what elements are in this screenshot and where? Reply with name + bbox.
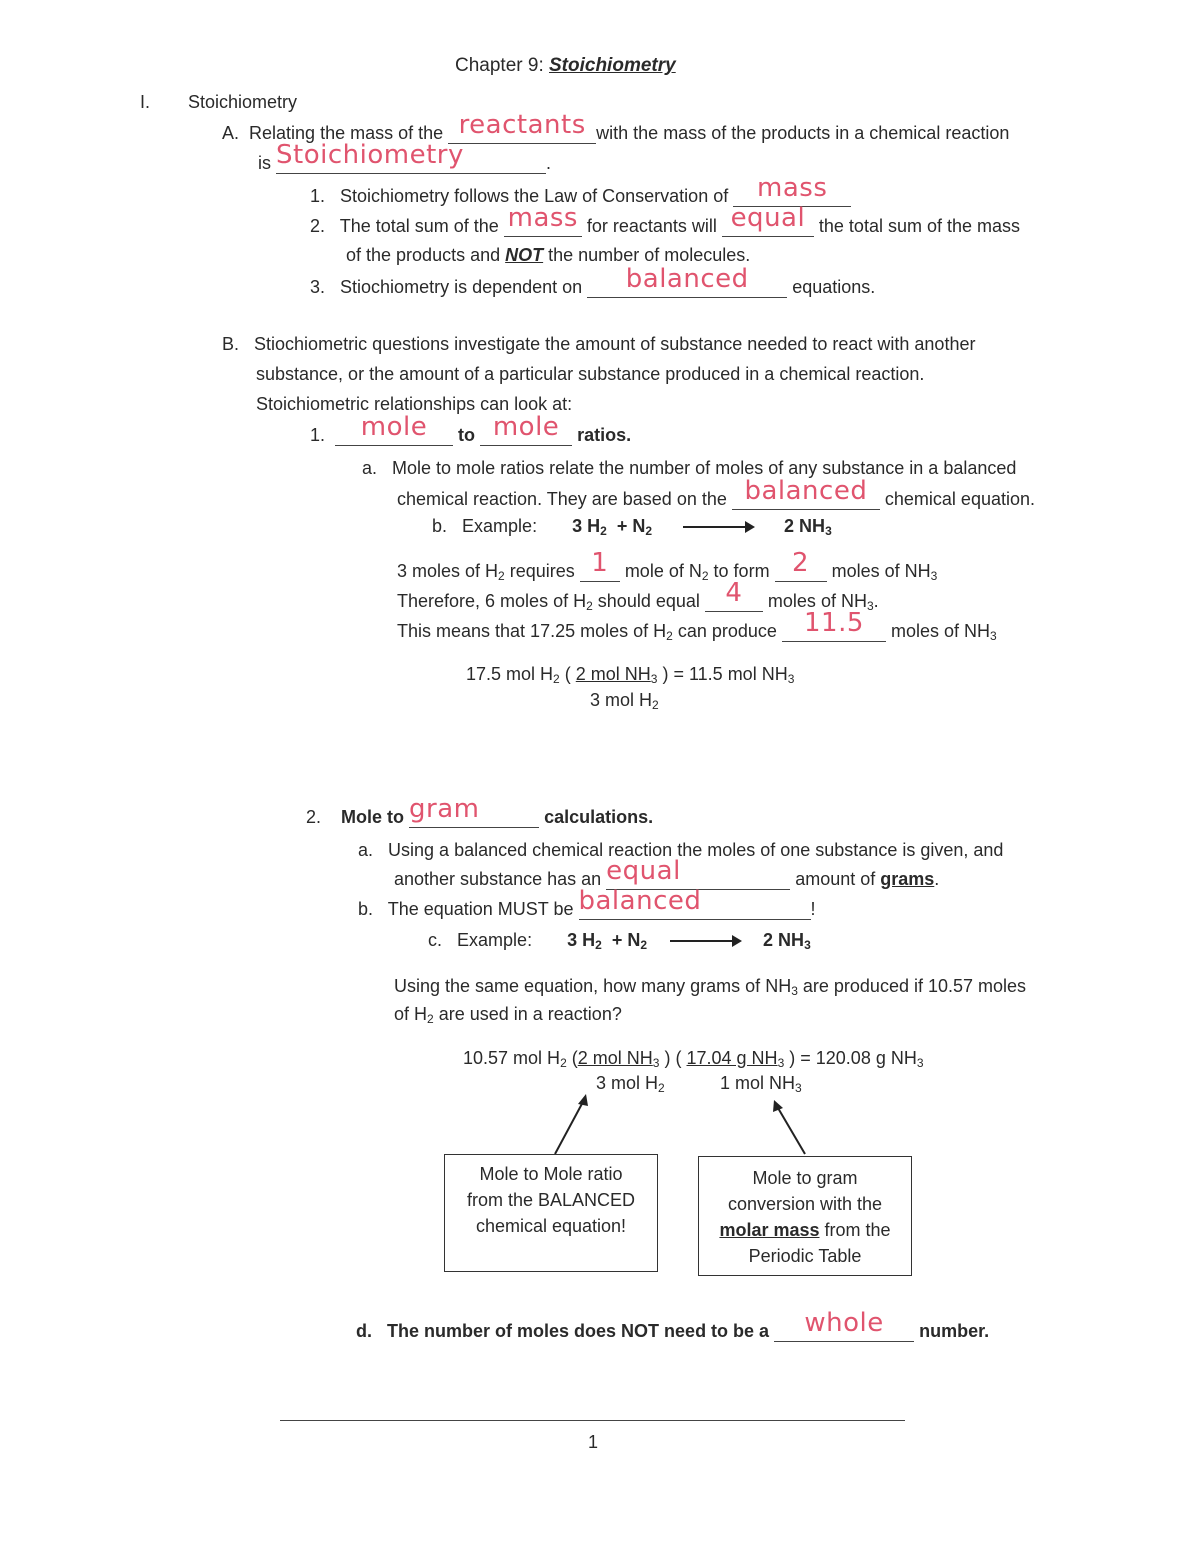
sub: 3 xyxy=(825,524,832,538)
b2-question-line1 xyxy=(394,976,1026,998)
text: is xyxy=(258,153,271,173)
label: c. xyxy=(428,930,443,950)
text: equations. xyxy=(792,277,876,297)
text: . xyxy=(546,153,552,173)
text: of H xyxy=(394,1004,428,1024)
sub: 2 xyxy=(427,1012,434,1026)
text: Example: xyxy=(462,516,538,536)
sub: 2 xyxy=(560,1056,567,1070)
b1a-line2 xyxy=(397,476,1035,510)
text: to form xyxy=(713,561,770,581)
text: Stoichiometry follows the Law of Conservation of xyxy=(340,186,729,206)
footer-rule xyxy=(280,1420,905,1421)
sub: 2 xyxy=(645,524,653,538)
label: B. xyxy=(222,334,240,354)
b-item-2 xyxy=(306,794,654,828)
chapter-prefix: Chapter 9: xyxy=(455,55,549,76)
text: the number of molecules. xyxy=(548,245,751,265)
text: 2 mol NH xyxy=(577,1048,653,1068)
handwritten-answer: gram xyxy=(409,794,480,824)
text: the total sum of the mass xyxy=(818,216,1020,236)
handwritten-answer: balanced xyxy=(744,476,868,506)
text: The equation MUST be xyxy=(387,899,574,919)
text: Using a balanced chemical reaction the moles of one substance is given, and xyxy=(388,840,1004,860)
text: moles of NH xyxy=(831,561,931,581)
a-item-2-cont xyxy=(346,245,750,266)
text: another substance has an xyxy=(394,869,602,889)
sub: 3 xyxy=(866,599,874,613)
sub: 2 xyxy=(666,629,673,643)
b2d-line xyxy=(356,1308,990,1342)
handwritten-answer: 11.5 xyxy=(803,608,864,638)
answer-blank xyxy=(409,794,539,828)
arrowhead-icon xyxy=(578,1094,588,1106)
text: are produced if 10.57 moles xyxy=(802,976,1027,996)
text: 3 moles of H xyxy=(397,561,499,581)
equation xyxy=(572,516,652,536)
answer-blank xyxy=(276,140,546,174)
b-item-1 xyxy=(310,412,632,446)
text: ) ( xyxy=(664,1048,682,1068)
text: 2 mol NH xyxy=(575,664,651,684)
text: Mole to gram xyxy=(752,1168,858,1188)
numerator xyxy=(687,1048,785,1068)
text: chemical equation. xyxy=(884,489,1035,509)
text: + N xyxy=(616,516,646,536)
section-numeral: I. xyxy=(140,92,151,112)
b2c-example xyxy=(428,930,811,952)
text: can produce xyxy=(677,621,777,641)
text: 3 mol H xyxy=(590,690,653,710)
b1a-line1 xyxy=(362,458,1016,479)
answer-blank xyxy=(774,1308,914,1342)
text: from the xyxy=(824,1220,891,1240)
label: a. xyxy=(362,458,378,478)
text: 17.04 g NH xyxy=(686,1048,778,1068)
text: Stiochiometry is dependent on xyxy=(340,277,583,297)
item-b-line2: substance, or the amount of a particular substance produced in a chemical reaction. xyxy=(256,364,925,384)
label: a. xyxy=(358,840,374,860)
emphasis: NOT xyxy=(505,245,544,265)
sub: 2 xyxy=(640,938,648,952)
handwritten-answer: Stoichiometry xyxy=(276,140,464,170)
product xyxy=(763,930,811,950)
handwritten-answer: mole xyxy=(492,412,560,442)
text: The number of moles does NOT need to be a xyxy=(387,1321,770,1341)
text: 2 NH xyxy=(763,930,805,950)
text: Periodic Table xyxy=(748,1246,862,1266)
text: should equal xyxy=(597,591,700,611)
text: Stiochiometric questions investigate the amount of substance needed to react with another xyxy=(254,334,976,354)
sub: 2 xyxy=(652,698,659,712)
text: 3 H xyxy=(572,516,601,536)
text: 2 NH xyxy=(784,516,826,536)
text: Mole to xyxy=(341,807,405,827)
item-b-line1 xyxy=(222,334,975,355)
reaction-arrow-icon xyxy=(670,940,740,942)
text: . xyxy=(934,869,940,889)
text: moles of NH xyxy=(890,621,990,641)
text: chemical reaction. They are based on the xyxy=(397,489,727,509)
text: for reactants will xyxy=(586,216,717,236)
answer-blank xyxy=(504,203,582,237)
text: Relating the mass of the xyxy=(249,123,444,143)
explanation-box-molar-mass xyxy=(698,1156,912,1276)
b1b-example xyxy=(432,516,832,538)
handwritten-answer: mole xyxy=(360,412,428,442)
handwritten-answer: balanced xyxy=(625,264,749,294)
text: 3 mol H xyxy=(596,1073,659,1093)
page-number: 1 xyxy=(588,1432,599,1452)
item-a-line2 xyxy=(258,140,552,174)
text: . xyxy=(873,591,879,611)
label: A. xyxy=(222,123,240,143)
sub: 2 xyxy=(498,569,505,583)
text: 10.57 mol H xyxy=(463,1048,561,1068)
sub: 2 xyxy=(701,569,709,583)
sub: 3 xyxy=(777,1056,785,1070)
answer-blank xyxy=(782,608,886,642)
sub: 2 xyxy=(553,672,560,686)
num: 1. xyxy=(310,425,326,445)
handwritten-answer: reactants xyxy=(458,110,586,140)
num: 3. xyxy=(310,277,326,297)
product xyxy=(784,516,832,536)
sub: 2 xyxy=(586,599,593,613)
handwritten-answer: mass xyxy=(507,203,578,233)
handwritten-answer: equal xyxy=(730,203,806,233)
b2b-line xyxy=(358,886,816,920)
handwritten-answer: mass xyxy=(757,173,828,203)
label: d. xyxy=(356,1321,372,1341)
label: b. xyxy=(432,516,448,536)
text: to xyxy=(458,425,476,445)
text: Example: xyxy=(457,930,533,950)
equation xyxy=(567,930,647,950)
page-title xyxy=(455,55,676,77)
text: amount of xyxy=(795,869,876,889)
handwritten-answer: 2 xyxy=(792,548,810,578)
b2-question-line2 xyxy=(394,1004,622,1026)
b2-calculation xyxy=(463,1048,924,1070)
text: ! xyxy=(810,899,816,919)
pointer-arrows xyxy=(540,1090,830,1160)
pointer-arrow-left xyxy=(555,1100,584,1154)
b1-calculation xyxy=(466,664,794,686)
text: 1 mol NH xyxy=(720,1073,796,1093)
num: 2. xyxy=(310,216,326,236)
text: moles of NH xyxy=(767,591,867,611)
sub: 3 xyxy=(650,672,658,686)
text: ( xyxy=(564,664,571,684)
sub: 2 xyxy=(658,1081,665,1095)
text: Using the same equation, how many grams of NH xyxy=(394,976,792,996)
text: from the BALANCED xyxy=(466,1190,636,1210)
a-item-3 xyxy=(310,264,876,298)
text: This means that 17.25 moles of H xyxy=(397,621,667,641)
text: mole of N xyxy=(624,561,702,581)
answer-blank xyxy=(480,412,572,446)
section-title: Stoichiometry xyxy=(188,92,298,112)
answer-blank xyxy=(578,886,811,920)
emphasis: molar mass xyxy=(719,1220,820,1240)
sub: 3 xyxy=(930,569,938,583)
answer-blank xyxy=(775,548,827,582)
b1-statement-3 xyxy=(397,608,997,643)
text: Therefore, 6 moles of H xyxy=(397,591,587,611)
chapter-title: Stoichiometry xyxy=(549,55,676,76)
text: conversion with the xyxy=(727,1194,883,1214)
text: requires xyxy=(509,561,575,581)
item-b-line3: Stoichiometric relationships can look at: xyxy=(256,394,573,414)
emphasis: grams xyxy=(880,869,935,889)
pointer-arrow-right xyxy=(778,1108,805,1154)
sub: 3 xyxy=(787,672,795,686)
handwritten-answer: 1 xyxy=(591,548,609,578)
text: The total sum of the xyxy=(339,216,499,236)
arrowhead-icon xyxy=(773,1100,783,1112)
sub: 3 xyxy=(795,1081,802,1095)
text: ) = 120.08 g NH xyxy=(789,1048,917,1068)
sub: 2 xyxy=(595,938,602,952)
sub: 2 xyxy=(600,524,607,538)
text: are used in a reaction? xyxy=(438,1004,622,1024)
sub: 3 xyxy=(916,1056,924,1070)
sub: 3 xyxy=(804,938,811,952)
answer-blank xyxy=(335,412,453,446)
label: b. xyxy=(358,899,374,919)
text: ratios. xyxy=(577,425,632,445)
handwritten-answer: whole xyxy=(804,1308,884,1338)
sub: 3 xyxy=(989,629,997,643)
numerator xyxy=(576,664,658,684)
handwritten-answer: 4 xyxy=(725,578,743,608)
sub: 3 xyxy=(652,1056,660,1070)
sub: 3 xyxy=(791,984,798,998)
answer-blank xyxy=(705,578,763,612)
text: calculations. xyxy=(544,807,654,827)
fraction xyxy=(576,664,658,686)
text: number. xyxy=(919,1321,990,1341)
num: 1. xyxy=(310,186,326,206)
handwritten-answer: balanced xyxy=(578,886,702,916)
answer-blank xyxy=(732,476,880,510)
text: chemical equation! xyxy=(475,1216,627,1236)
answer-blank xyxy=(448,110,596,144)
handwritten-answer: equal xyxy=(606,856,681,886)
text: ) = 11.5 mol NH xyxy=(662,664,788,684)
b1-calc-denominator xyxy=(590,690,659,712)
num: 2. xyxy=(306,807,322,827)
reaction-arrow-icon xyxy=(683,526,753,528)
text: + N xyxy=(611,930,641,950)
text: of the products and xyxy=(346,245,501,265)
text: with the mass of the products in a chemical reaction xyxy=(596,123,1010,143)
text: 3 H xyxy=(567,930,596,950)
text: ( xyxy=(571,1048,578,1068)
text: Mole to mole ratios relate the number of moles of any substance in a balanced xyxy=(392,458,1017,478)
answer-blank xyxy=(580,548,620,582)
text: 17.5 mol H xyxy=(466,664,554,684)
answer-blank xyxy=(722,203,814,237)
answer-blank xyxy=(587,264,787,298)
b1-statement-1 xyxy=(397,548,938,583)
explanation-box-mole-ratio xyxy=(444,1154,658,1272)
numerator xyxy=(578,1048,660,1068)
text: Mole to Mole ratio xyxy=(479,1164,623,1184)
a-item-2 xyxy=(310,203,1020,237)
